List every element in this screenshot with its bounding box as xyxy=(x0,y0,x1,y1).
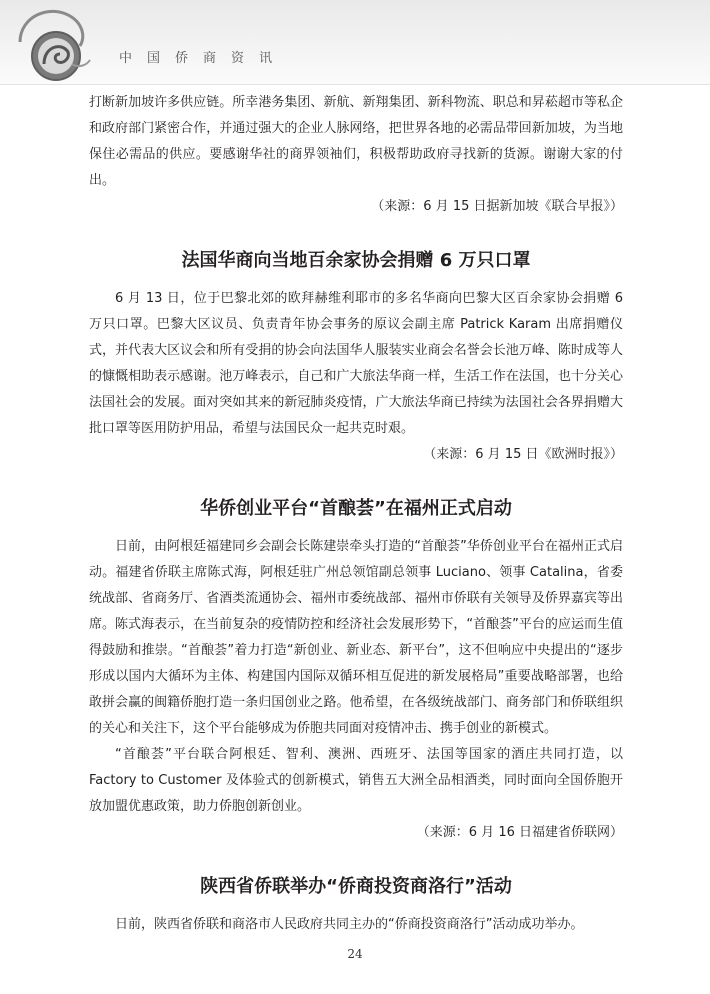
article-content xyxy=(89,90,623,938)
source-citation: （来源：6 月 15 日《欧洲时报》） xyxy=(423,447,623,462)
article-heading: 陕西省侨联举办“侨商投资商洛行”活动 xyxy=(200,876,512,897)
header-band xyxy=(0,0,710,85)
body-paragraph: 日前，由阿根廷福建同乡会副会长陈建崇牵头打造的“首酿荟”华侨创业平台在福州正式启动。福建省侨联主席陈式海，阿根廷驻广州总领馆副总领事 Luciano、领事 Catalina，省委统战部、省商务厅、省酒类流通协会、福州市委统战部、福州市侨联有关领导及侨界嘉宾等出席。陈式海表示，在当前复杂的疫情防控和经济社会发展形势下，“首酿荟”平台的应运而生值得鼓励和推崇。“首酿荟”着力打造“新创业、新业态、新平台”，这不但响应中央提出的“逐步形成以国内大循环为主体、构建国内国际双循环相互促进的新发展格局”重要战略部署，也给敢拼会赢的闽籍侨胞打造一条归国创业之路。他希望，在各级统战部门、商务部门和侨联组织的关心和关注下，这个平台能够成为侨胞共同面对疫情冲击、携手创业的新模式。 xyxy=(89,539,623,736)
page-number: 24 xyxy=(347,947,363,961)
source-citation: （来源：6 月 16 日福建省侨联网） xyxy=(416,825,623,840)
source-citation: （来源：6 月 15 日据新加坡《联合早报》） xyxy=(371,199,623,214)
body-paragraph: 打断新加坡许多供应链。所幸港务集团、新航、新翔集团、新科物流、职总和昇菘超市等私企和政府部门紧密合作，并通过强大的企业人脉网络，把世界各地的必需品带回新加坡，为当地保住必需品的供应。要感谢华社的商界领袖们，积极帮助政府寻找新的货源。谢谢大家的付出。 xyxy=(89,95,623,188)
article-heading: 华侨创业平台“首酿荟”在福州正式启动 xyxy=(200,498,512,519)
logo-emblem-icon xyxy=(12,6,106,86)
body-paragraph: 日前，陕西省侨联和商洛市人民政府共同主办的“侨商投资商洛行”活动成功举办。 xyxy=(115,917,584,932)
header-title: 中国侨商资讯 xyxy=(119,51,288,66)
article-heading: 法国华商向当地百余家协会捐赠 6 万只口罩 xyxy=(181,250,531,271)
body-paragraph: “首酿荟”平台联合阿根廷、智利、澳洲、西班牙、法国等国家的酒庄共同打造，以 Factory to Customer 及体验式的创新模式，销售五大洲全品相酒类，同时面向全国侨胞开放加盟优惠政策，助力侨胞创新创业。 xyxy=(89,747,623,814)
body-paragraph: 6 月 13 日，位于巴黎北郊的欧拜赫维利耶市的多名华商向巴黎大区百余家协会捐赠 6 万只口罩。巴黎大区议员、负责青年协会事务的原议会副主席 Patrick Karam 出席捐赠仪式，并代表大区议会和所有受捐的协会向法国华人服装实业商会名誉会长池万峰、陈时成等人的慷慨相助表示感谢。池万峰表示，自己和广大旅法华商一样，生活工作在法国，也十分关心法国社会的发展。面对突如其来的新冠肺炎疫情，广大旅法华商已持续为法国社会各界捐赠大批口罩等医用防护用品，希望与法国民众一起共克时艰。 xyxy=(89,291,623,436)
